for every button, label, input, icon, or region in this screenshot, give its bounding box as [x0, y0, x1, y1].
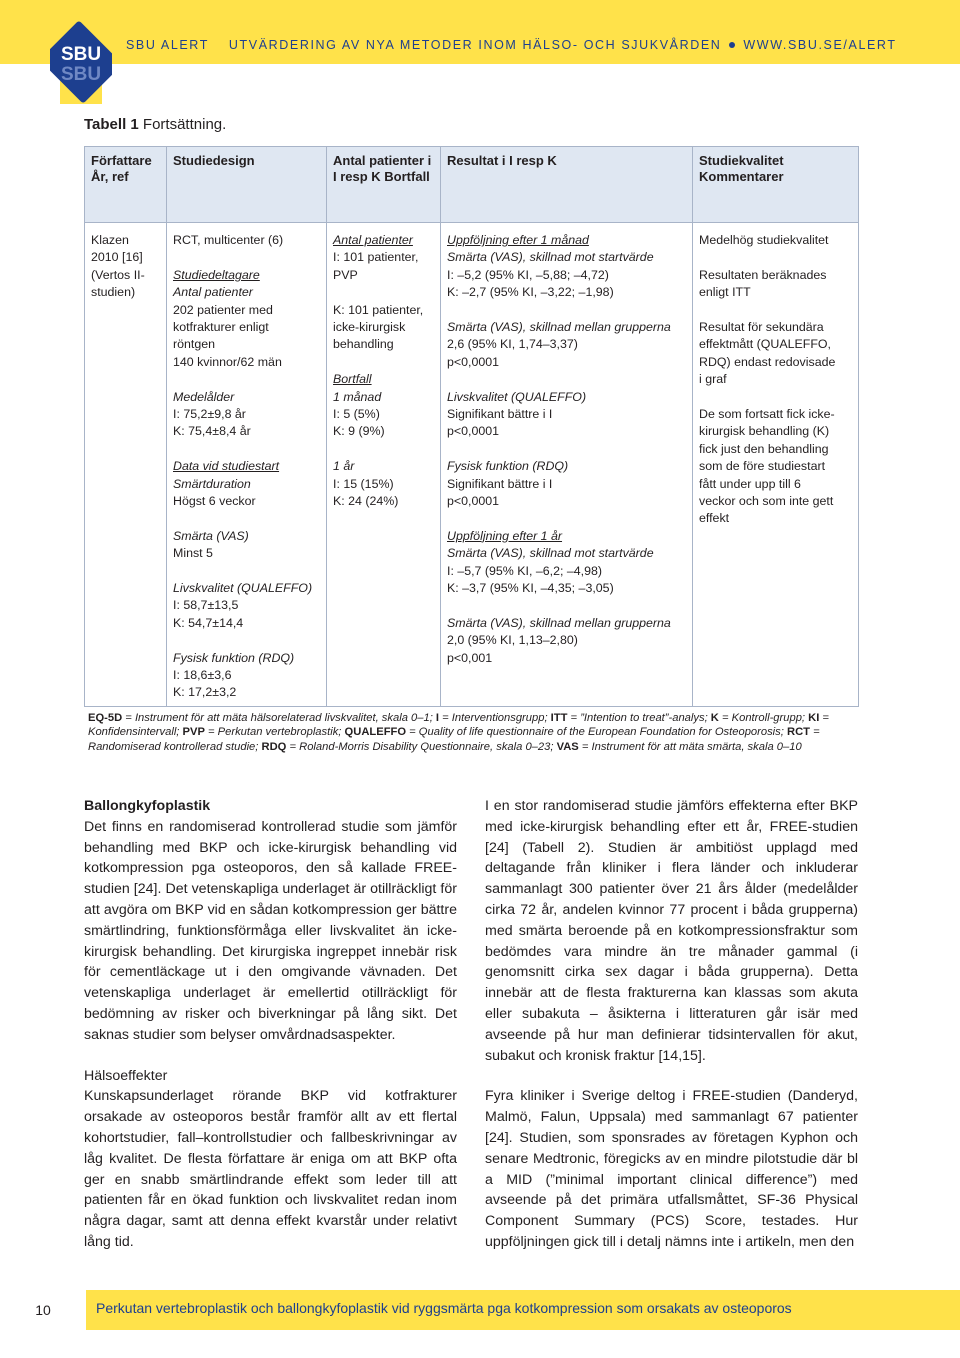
participants-line: 140 kvinnor/62 män — [173, 354, 282, 369]
caption-text: Fortsättning. — [142, 116, 227, 133]
section-heading-halsoeffekter: Hälsoeffekter — [84, 1067, 168, 1084]
author-line: studien) — [91, 285, 136, 300]
fu2-vas-groups-line: p<0,001 — [447, 650, 493, 665]
abbr-definition: = Instrument för att mäta smärta, skala 0–10 — [578, 740, 802, 753]
cell-quality — [693, 223, 859, 707]
study-table — [84, 146, 859, 707]
participants-line: 202 patienter med — [173, 302, 273, 317]
cell-patients — [327, 223, 441, 707]
fu1-qol-line: Signifikant bättre i I — [447, 407, 553, 422]
abbr: RCT — [786, 726, 810, 739]
fu1-rdq-line: p<0,0001 — [447, 494, 500, 509]
month1-line: K: 9 (9%) — [333, 424, 385, 439]
abbr-definition: = Kontroll-grupp; — [718, 712, 809, 724]
abbr-definition: = Randomiserad kontrollerad studie; — [88, 726, 820, 753]
author-line: (Vertos II- — [91, 267, 145, 282]
patients-k-line: behandling — [333, 337, 394, 352]
month1-line: I: 5 (5%) — [333, 407, 380, 422]
participants-sub: Antal patienter — [173, 285, 253, 300]
fu1-qol-line: p<0,0001 — [447, 424, 500, 439]
quality-line: Resultat för sekundära — [699, 320, 824, 334]
fu1-vas-groups-line: 2,6 (95% KI, 1,74–3,37) — [447, 337, 578, 352]
month1-heading: 1 månad — [333, 389, 382, 404]
age-line: I: 75,2±9,8 år — [173, 407, 246, 422]
patients-k-line: K: 101 patienter, — [333, 302, 424, 317]
body-paragraph: Det finns en randomiserad kontrollerad studie som jämför behandling med BKP och icke-kirurgisk behandling vid kotkompression pga osteoporos, den så kallade FREE-studien [24]. Det vetenskapliga underlaget är otillräckligt för att avgöra om BKP vid en sådan kotkompression ger bättre smärtlindring, funktionsförmåga eller livskvalitet än icke-kirurgisk behandling. Det kirurgiska ingreppet innebär risk för cementläckage ut i den omgivande vävnaden. Det vetenskapliga underlaget är emellertid otillräckligt för bedömning av risker och biverkningar på lång sikt. Det saknas studier som belyser omvårdnadsaspekter. — [84, 818, 457, 1043]
abbr-definition: = Konfidensintervall; — [88, 712, 829, 739]
abbr: EQ-5D — [88, 712, 123, 724]
pain-duration-heading: Smärtduration — [173, 476, 251, 491]
patients-i-line: I: 101 patienter, — [333, 250, 419, 265]
year1-heading: 1 år — [333, 459, 355, 474]
col-header-results: Resultat i I resp K — [441, 147, 693, 223]
dropout-heading: Bortfall — [333, 372, 372, 387]
col-header-design: Studiedesign — [167, 147, 327, 223]
col-header-quality: Studiekvalitet Kommentarer — [693, 147, 859, 223]
body-paragraph: I en stor randomiserad studie jämförs effekterna efter BKP med icke-kirurgisk behandling efter ett år, FREE-studien [24] (Tabell 2). Studien är ambitiöst upplagd med deltagande från kliniker i flera länder och inkluderar sammanlagt 300 patienter över 21 års ålder (medelålder cirka 72 år, andelen kvinnor 77 procent i båda grupperna) med smärta beroende på en kotkompressionsfraktur som bedömdes vara mindre än tre månader gammal (i genomsnitt cirka sex dagar i båda grupperna). Detta innebär att de flesta frakturerna kan klassas som akuta eller subakuta – åsikterna i litteraturen går isär med avseende på hur man definierar tidsintervallen för akut, subakut och kronisk fraktur [14,15]. — [485, 798, 858, 1064]
abbr: K — [710, 712, 719, 724]
cell-design — [167, 223, 327, 707]
abbr: KI — [808, 712, 820, 724]
col-header-author: Författare År, ref — [85, 147, 167, 223]
abbr-definition: = ”Intention to treat”-analys; — [567, 712, 711, 724]
quality-line: kirurgisk behandling (K) — [699, 424, 830, 439]
patients-i-line: PVP — [333, 267, 358, 282]
quality-line: De som fortsatt fick icke- — [699, 407, 835, 422]
patients-heading: Antal patienter — [333, 233, 413, 247]
page-number: 10 — [0, 1290, 86, 1330]
fu1-vas-baseline-heading: Smärta (VAS), skillnad mot startvärde — [447, 250, 654, 265]
author-line: 2010 [16] — [91, 250, 143, 265]
abbr: RDQ — [261, 740, 287, 753]
section-heading-ballongkyfoplastik: Ballongkyfoplastik — [84, 798, 211, 814]
body-column-left — [84, 796, 457, 1253]
year1-line: K: 24 (24%) — [333, 494, 399, 509]
header-tagline-row — [126, 38, 897, 52]
bullet-icon — [729, 42, 735, 48]
abbr: QUALEFFO — [344, 726, 407, 739]
age-line: K: 75,4±8,4 år — [173, 424, 251, 439]
rdq-line: K: 17,2±3,2 — [173, 685, 237, 700]
table-header-row — [85, 147, 859, 223]
fu1-vas-groups-heading: Smärta (VAS), skillnad mellan grupperna — [447, 320, 671, 335]
footer-title: Perkutan vertebroplastik och ballongkyfoplastik vid ryggsmärta pga kotkompression som orsakats av osteoporos — [96, 1300, 792, 1316]
fu2-heading: Uppföljning efter 1 år — [447, 528, 563, 543]
pain-duration: Högst 6 veckor — [173, 494, 256, 509]
sbu-logo-icon — [50, 20, 112, 104]
header-url[interactable]: WWW.SBU.SE/ALERT — [743, 38, 897, 52]
logo-text-top: SBU — [60, 44, 102, 65]
quality-line: fick just den behandling — [699, 441, 829, 456]
table-footnote — [88, 711, 840, 754]
header-band — [0, 0, 960, 64]
fu1-vas-baseline-line: I: –5,2 (95% KI, –5,88; –4,72) — [447, 267, 609, 282]
quality-line: Resultaten beräknades — [699, 267, 827, 282]
quality-line: i graf — [699, 372, 727, 387]
abbr-definition: = Quality of life questionnaire of the European Foundation for Osteoporosis; — [406, 726, 787, 739]
tagline: UTVÄRDERING AV NYA METODER INOM HÄLSO- OCH SJUKVÅRDEN — [228, 38, 722, 52]
rdq-line: I: 18,6±3,6 — [173, 668, 232, 683]
quality-line: effekt — [699, 511, 730, 526]
table-row — [85, 223, 859, 707]
vas-heading: Smärta (VAS) — [173, 528, 249, 543]
body-paragraph: Fyra kliniker i Sverige deltog i FREE-studien (Danderyd, Malmö, Falun, Uppsala) med sammanlagt 67 patienter [24]. Studien, som sponsrades av företagen Kyphon och senare Medtronic, föregicks av en mindre pilotstudie där bl a MID (”minimal important clinical difference”) med avseende på det primära utfallsmåttet, SF-36 Physical Component Summary (PCS) Score, testades. Hur uppföljningen gick till i detalj nämns inte i artikeln, men den — [485, 1088, 858, 1250]
abbr: I — [435, 712, 440, 724]
abbr-definition: = Roland-Morris Disability Questionnaire, skala 0–23; — [286, 740, 557, 753]
col-header-patients: Antal patienter i I resp K Bortfall — [327, 147, 441, 223]
rdq-heading: Fysisk funktion (RDQ) — [173, 650, 295, 665]
participants-heading: Studiedeltagare — [173, 267, 260, 282]
fu1-heading: Uppföljning efter 1 månad — [447, 233, 589, 247]
abbr-definition: = Interventionsgrupp; — [439, 712, 551, 724]
fu1-qol-heading: Livskvalitet (QUALEFFO) — [447, 389, 587, 404]
age-heading: Medelålder — [173, 389, 235, 404]
quality-line: enligt ITT — [699, 285, 751, 300]
quality-line: effektmått (QUALEFFO, — [699, 337, 831, 352]
brand-name: SBU ALERT — [126, 38, 209, 52]
baseline-heading: Data vid studiestart — [173, 459, 280, 474]
qol-line: I: 58,7±13,5 — [173, 598, 239, 613]
body-column-right — [485, 796, 858, 1253]
fu1-rdq-line: Signifikant bättre i I — [447, 476, 553, 491]
participants-line: röntgen — [173, 337, 216, 352]
fu2-vas-baseline-line: I: –5,7 (95% KI, –6,2; –4,98) — [447, 563, 602, 578]
quality-rating: Medelhög studiekvalitet — [699, 233, 829, 247]
abbr: ITT — [550, 712, 568, 724]
qol-line: K: 54,7±14,4 — [173, 615, 244, 630]
fu1-vas-baseline-line: K: –2,7 (95% KI, –3,22; –1,98) — [447, 285, 614, 300]
year1-line: I: 15 (15%) — [333, 476, 394, 491]
participants-line: kotfrakturer enligt — [173, 320, 269, 335]
cell-results — [441, 223, 693, 707]
body-paragraph: Kunskapsunderlaget rörande BKP vid kotfrakturer orsakade av osteoporos består framför allt av ett flertal kohortstudier, fall–kontrollstudier och fallbeskrivningar av låg kvalitet. De flesta författare är eniga om att BKP ofta ger en snabb smärtlindrande effekt som leder till att patienten får en ökad funktion och livskvalitet redan inom några dagar, samt att denna effekt kvarstår under relativt lång tid. — [84, 1088, 457, 1250]
fu1-vas-groups-line: p<0,0001 — [447, 354, 500, 369]
fu1-rdq-heading: Fysisk funktion (RDQ) — [447, 459, 569, 474]
abbr-definition: = Perkutan vertebroplastik; — [204, 726, 345, 739]
quality-line: som de före studiestart — [699, 459, 826, 474]
patients-k-line: icke-kirurgisk — [333, 320, 406, 335]
caption-label: Tabell 1 — [84, 116, 139, 133]
fu2-vas-baseline-heading: Smärta (VAS), skillnad mot startvärde — [447, 546, 654, 561]
vas-value: Minst 5 — [173, 546, 213, 561]
cell-author — [85, 223, 167, 707]
fu2-vas-groups-heading: Smärta (VAS), skillnad mellan grupperna — [447, 615, 671, 630]
qol-heading: Livskvalitet (QUALEFFO) — [173, 581, 313, 596]
quality-line: fått under upp till 6 — [699, 476, 801, 491]
quality-line: veckor och som inte gett — [699, 494, 834, 509]
design-rct: RCT, multicenter (6) — [173, 233, 284, 247]
fu2-vas-groups-line: 2,0 (95% KI, 1,13–2,80) — [447, 633, 578, 648]
logo-text-bottom: SBU — [60, 64, 102, 85]
quality-line: RDQ) endast redovisade — [699, 354, 836, 369]
table-caption — [84, 116, 226, 133]
abbr: PVP — [182, 726, 205, 739]
author-line: Klazen — [91, 233, 129, 247]
fu2-vas-baseline-line: K: –3,7 (95% KI, –4,35; –3,05) — [447, 581, 614, 596]
abbr-definition: = Instrument för att mäta hälsorelaterad livskvalitet, skala 0–1; — [122, 712, 436, 724]
abbr: VAS — [556, 740, 579, 753]
